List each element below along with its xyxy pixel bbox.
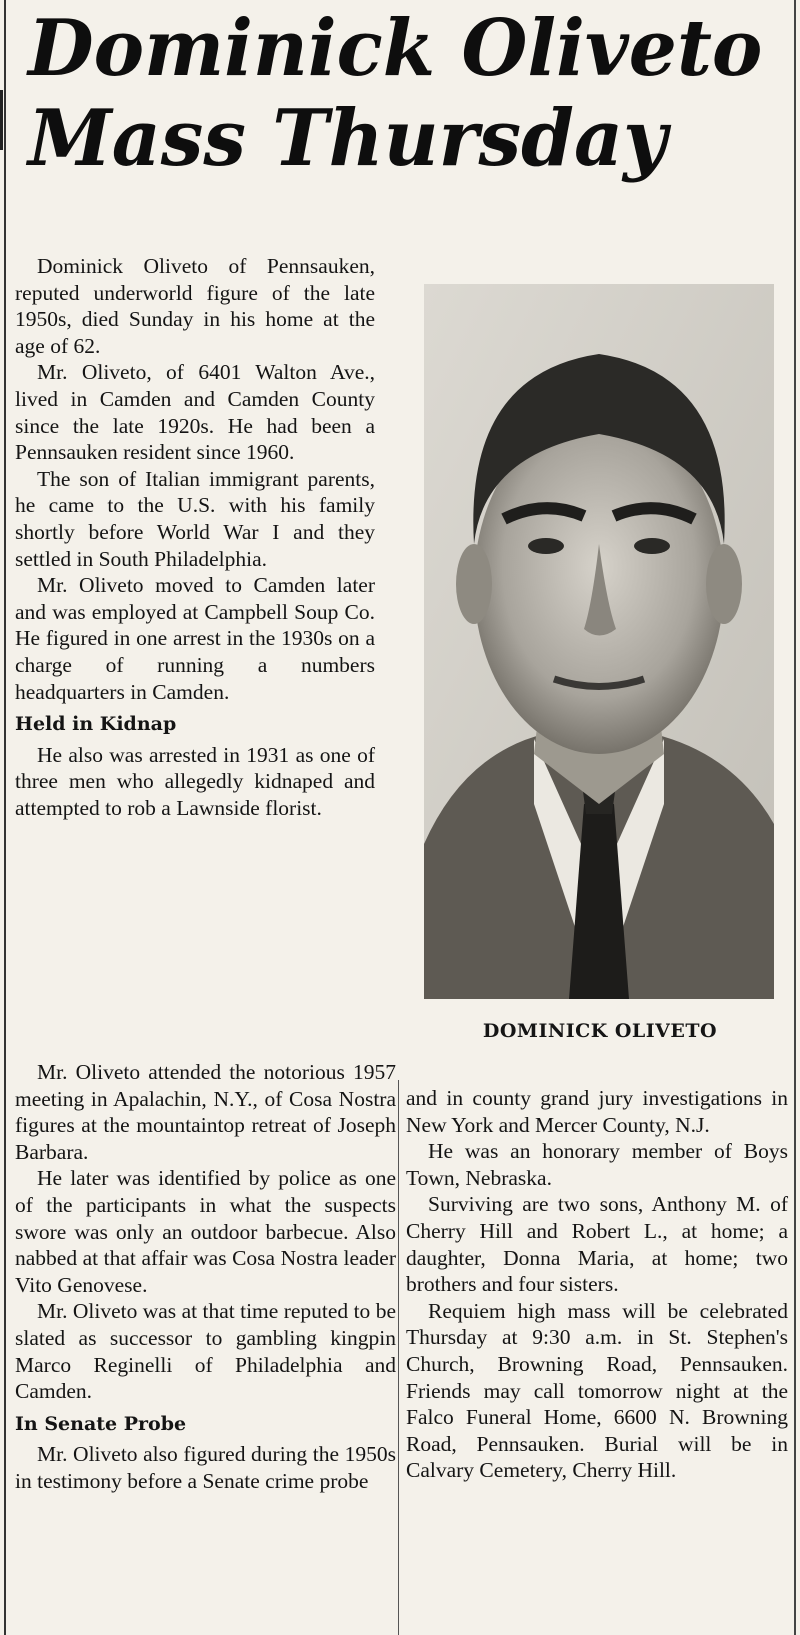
paragraph: Surviving are two sons, Anthony M. of Cherry Hill and Robert L., at home; a daughter, Donna Maria, at home; two brothers and four sisters. [406,1192,788,1297]
paragraph: Requiem high mass will be celebrated Thursday at 9:30 a.m. in St. Stephen's Church, Browning Road, Pennsauken. Friends may call tomorrow night at the Falco Funeral Home, 6600 N. Browning Road, Pennsauken. Burial will be in Calvary Cemetery, Cherry Hill. [406,1298,788,1483]
paragraph: Mr. Oliveto was at that time reputed to be slated as successor to gambling kingpin Marco Reginelli of Philadelphia and Camden. [15,1299,396,1404]
headline-line-1: Dominick Oliveto [28,3,763,94]
paragraph: Dominick Oliveto of Pennsauken, reputed underworld figure of the late 1950s, died Sunday in his home at the age of 62. [15,254,375,358]
article-body-lower-left [15,1059,396,1495]
column-divider [398,1080,399,1635]
paragraph: The son of Italian immigrant parents, he came to the U.S. with his family shortly before World War I and they settled in South Philadelphia. [15,466,375,571]
portrait-photo [424,284,774,999]
article-body-upper-left [15,253,396,821]
paragraph: Mr. Oliveto moved to Camden later and was employed at Campbell Soup Co. He figured in one arrest in the 1930s on a charge of running a numbers headquarters in Camden. [15,573,375,704]
paragraph: Mr. Oliveto attended the notorious 1957 meeting in Apalachin, N.Y., of Cosa Nostra figures at the mountaintop retreat of Joseph Barbara. [15,1060,396,1164]
paragraph: Mr. Oliveto, of 6401 Walton Ave., lived in Camden and Camden County since the late 1920s. He had been a Pennsauken resident since 1960. [15,360,375,465]
subhead-in-senate-probe: In Senate Probe [15,1412,187,1435]
paragraph: He later was identified by police as one of the participants in what the suspects swore was only an outdoor barbecue. Also nabbed at that affair was Cosa Nostra leader Vito Genovese. [15,1166,396,1297]
left-column-rule [4,0,6,1635]
portrait-illustration [424,284,774,999]
headline [28,4,765,184]
paragraph: Mr. Oliveto also figured during the 1950s in testimony before a Senate crime probe [15,1442,396,1493]
subhead-held-in-kidnap: Held in Kidnap [15,713,177,736]
photo-caption: DOMINICK OLIVETO [482,1020,718,1042]
left-edge-mark [0,90,3,150]
paragraph: He was an honorary member of Boys Town, Nebraska. [406,1139,788,1190]
paragraph: He also was arrested in 1931 as one of three men who allegedly kidnaped and attempted to rob a Lawnside florist. [15,742,375,820]
headline-line-2: Mass Thursday [28,93,667,184]
paragraph: and in county grand jury investigations in New York and Mercer County, N.J. [406,1086,788,1137]
article-body-right [406,1085,788,1484]
right-column-rule [794,0,796,1635]
